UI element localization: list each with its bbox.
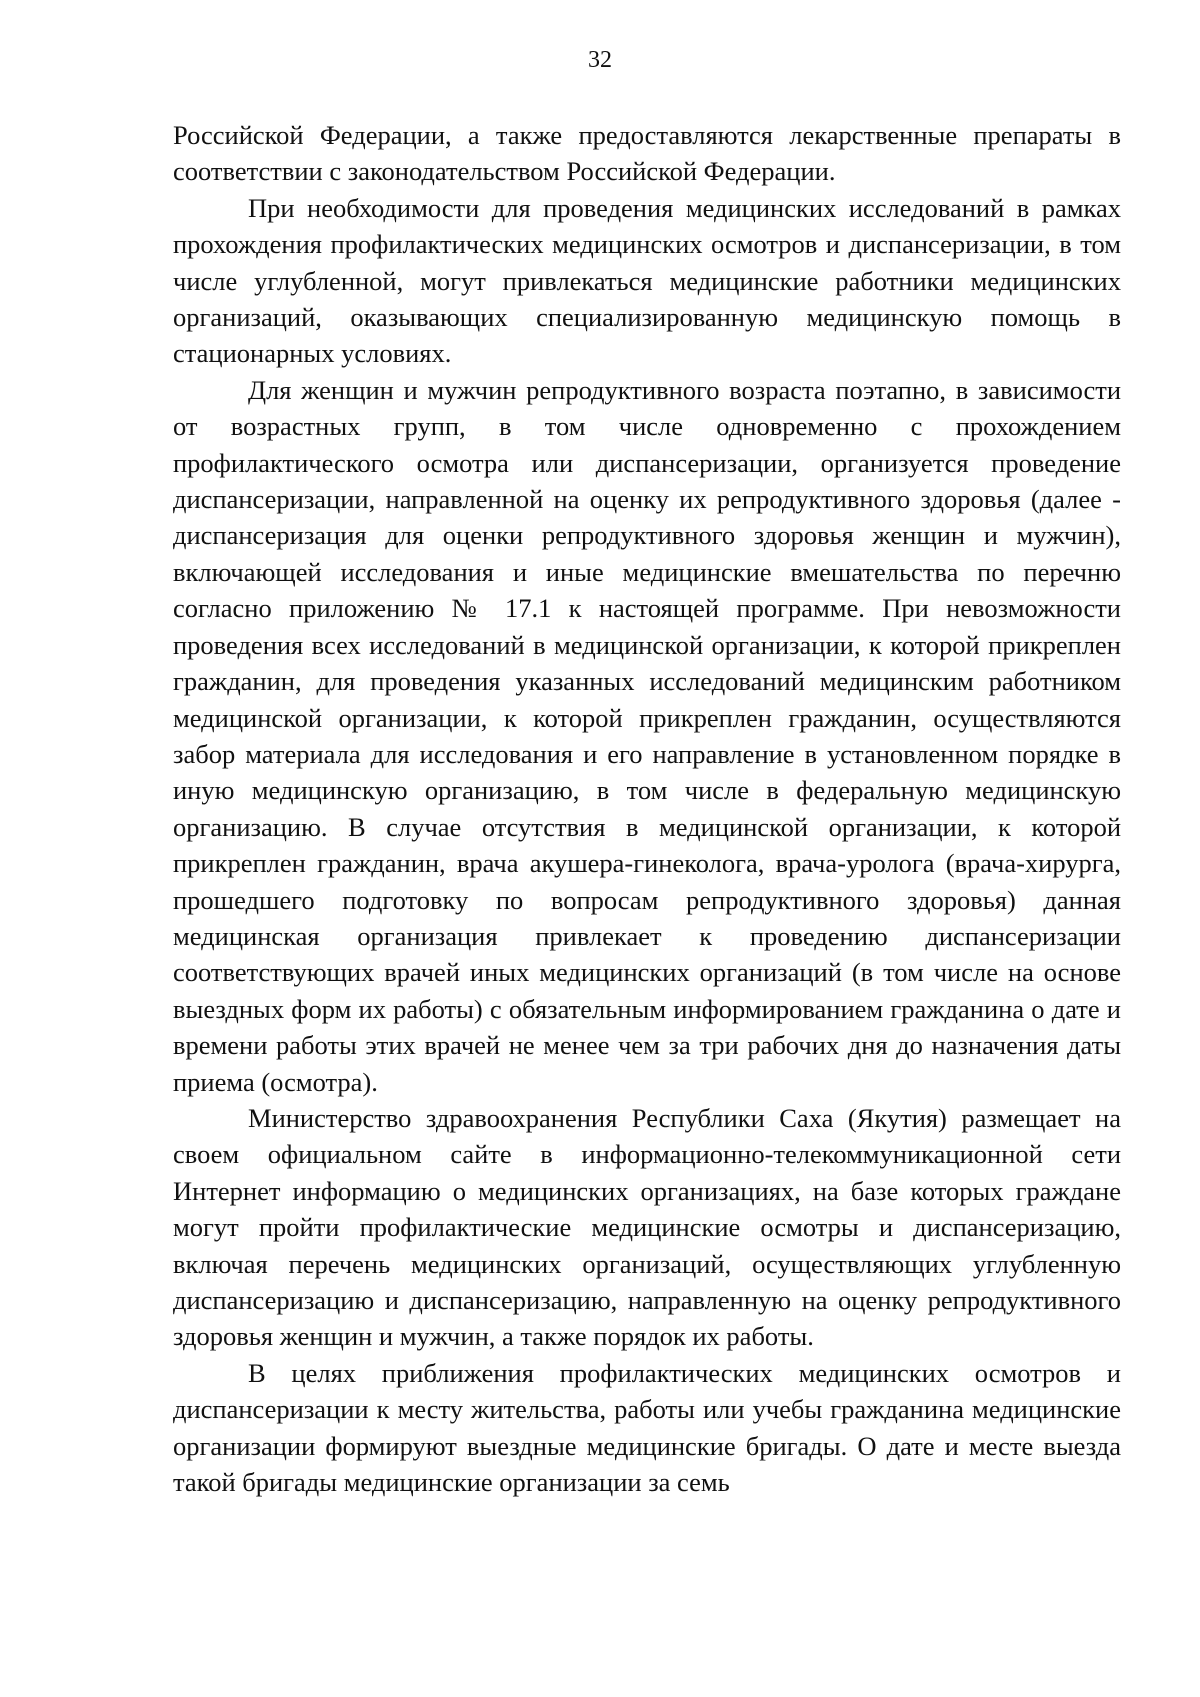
paragraph-reproductive-health: Для женщин и мужчин репродуктивного возраста поэтапно, в зависимости от возрастных групп, в том числе одновременно с прохождением профилактического осмотра или диспансеризации, организуется проведение диспансеризации, направленной на оценку их репродуктивного здоровья (далее - диспансеризация для оценки репродуктивного здоровья женщин и мужчин), включающей исследования и иные медицинские вмешательства по перечню согласно приложению № 17.1 к настоящей программе. При невозможности проведения всех исследований в медицинской организации, к которой прикреплен гражданин, для проведения указанных исследований медицинским работником медицинской организации, к которой прикреплен гражданин, осуществляются забор материала для исследования и его направление в установленном порядке в иную медицинскую организацию, в том числе в федеральную медицинскую организацию. В случае отсутствия в медицинской организации, к которой прикреплен гражданин, врача акушера-гинеколога, врача-уролога (врача-хирурга, прошедшего подготовку по вопросам репродуктивного здоровья) данная медицинская организация привлекает к проведению диспансеризации соответствующих врачей иных медицинских организаций (в том числе на основе выездных форм их работы) с обязательным информированием гражданина о дате и времени работы этих врачей не менее чем за три рабочих дня до назначения даты приема (осмотра). bbox=[173, 374, 1121, 1097]
paragraph-ministry-website: Министерство здравоохранения Республики Саха (Якутия) размещает на своем официальном сайте в информационно-телекоммуникационной сети Интернет информацию о медицинских организациях, на базе которых граждане могут пройти профилактические медицинские осмотры и диспансеризацию, включая перечень медицинских организаций, осуществляющих углубленную диспансеризацию и диспансеризацию, направленную на оценку репродуктивного здоровья женщин и мужчин, а также порядок их работы. bbox=[173, 1102, 1121, 1352]
paragraph-medical-workers: При необходимости для проведения медицинских исследований в рамках прохождения профилактических медицинских осмотров и диспансеризации, в том числе углубленной, могут привлекаться медицинские работники медицинских организаций, оказывающих специализированную медицинскую помощь в стационарных условиях. bbox=[173, 192, 1121, 369]
paragraph-mobile-brigades: В целях приближения профилактических медицинских осмотров и диспансеризации к месту жительства, работы или учебы гражданина медицинские организации формируют выездные медицинские бригады. О дате и месте выезда такой бригады медицинские организации за семь bbox=[173, 1357, 1121, 1498]
document-body bbox=[173, 117, 1121, 1500]
paragraph-continuation: Российской Федерации, а также предоставляются лекарственные препараты в соответствии с законодательством Российской Федерации. bbox=[173, 120, 1121, 187]
page-number: 32 bbox=[588, 47, 612, 73]
